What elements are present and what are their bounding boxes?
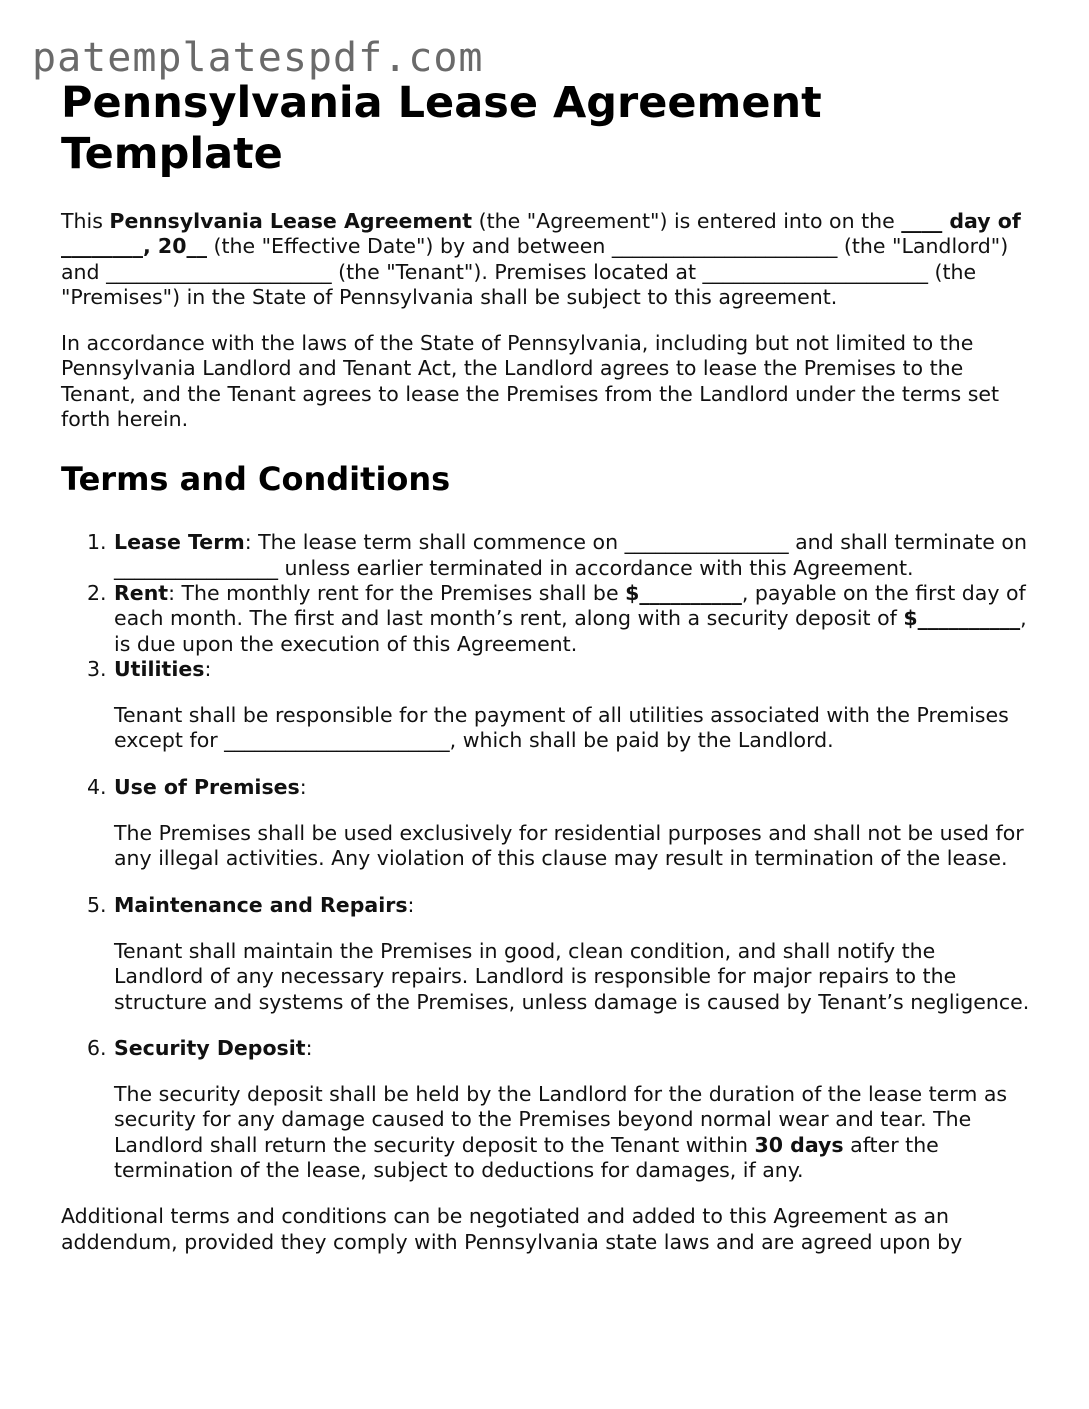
item-body: The Premises shall be used exclusively for residential purposes and shall not be used for any illegal activities. Any violation of this clause may result in termination of the lease. bbox=[114, 821, 1024, 871]
item-title: Rent bbox=[114, 580, 169, 605]
list-number: 2. bbox=[87, 580, 107, 605]
item-title: Maintenance and Repairs bbox=[114, 892, 408, 917]
item-colon: : bbox=[204, 656, 212, 681]
terms-list bbox=[61, 530, 1031, 1183]
list-number: 5. bbox=[87, 892, 107, 917]
list-number: 3. bbox=[87, 656, 107, 681]
item-body: Tenant shall be responsible for the payment of all utilities associated with the Premises except for ______________________, which shall be paid by the Landlord. bbox=[114, 703, 1009, 753]
document-page bbox=[61, 78, 1031, 1255]
intro-text-2: (the "Agreement") is entered into on the bbox=[472, 209, 902, 233]
accordance-paragraph: In accordance with the laws of the State of Pennsylvania, including but not limited to the Pennsylvania Landlord and Tenant Act, the Landlord agrees to lease the Premises to the Tenant, and the Tenant agrees to lease the Premises from the Landlord under the terms set forth herein. bbox=[61, 331, 1000, 432]
list-item-maintenance bbox=[61, 893, 1031, 1015]
list-number: 6. bbox=[87, 1035, 107, 1060]
list-item-utilities bbox=[61, 657, 1031, 754]
item-title: Security Deposit bbox=[114, 1035, 306, 1060]
item-text-2: , payable on the first day of each month. The first and last month’s rent, along with a security deposit of bbox=[114, 580, 1026, 631]
item-text-3: , is due upon the execution of this Agreement. bbox=[114, 606, 1027, 656]
list-item-use-of-premises bbox=[61, 775, 1031, 872]
intro-bold-1: Pennsylvania Lease Agreement bbox=[109, 209, 473, 233]
item-bold-1: $__________ bbox=[625, 580, 742, 605]
item-bold-1: 30 days bbox=[754, 1132, 844, 1157]
intro-bold-2: ____ day of ________, 20__ bbox=[61, 209, 1021, 259]
item-text: : The lease term shall commence on ________________ and shall terminate on ________________ unless earlier terminated in accordance with this Agreement. bbox=[114, 530, 1027, 580]
list-number: 1. bbox=[87, 530, 107, 555]
item-bold-2: $__________ bbox=[903, 606, 1021, 631]
item-body: Tenant shall maintain the Premises in good, clean condition, and shall notify the Landlord of any necessary repairs. Landlord is responsible for major repairs to the structure and systems of the Premises, unless damage is caused by Tenant’s negligence. bbox=[114, 938, 1030, 1014]
page-title: Pennsylvania Lease Agreement Template bbox=[61, 78, 822, 179]
item-text-1: : The monthly rent for the Premises shall be bbox=[168, 580, 626, 605]
terms-heading: Terms and Conditions bbox=[61, 460, 451, 499]
intro-text-1: This bbox=[61, 209, 110, 233]
list-item-security-deposit bbox=[61, 1036, 1031, 1183]
list-item-rent bbox=[61, 581, 1031, 657]
watermark: patemplatespdf.com bbox=[32, 35, 484, 81]
list-number: 4. bbox=[87, 774, 107, 799]
item-title: Use of Premises bbox=[114, 774, 300, 799]
item-text-2: after the termination of the lease, subject to deductions for damages, if any. bbox=[114, 1132, 939, 1183]
item-title: Lease Term bbox=[114, 530, 245, 555]
item-body bbox=[114, 1082, 1031, 1183]
intro-paragraph bbox=[61, 209, 1031, 310]
item-colon: : bbox=[299, 774, 307, 799]
item-colon: : bbox=[407, 892, 415, 917]
item-text-1: The security deposit shall be held by the Landlord for the duration of the lease term as security for any damage caused to the Premises beyond normal wear and tear. The Landlord shall return the security deposit to the Tenant within bbox=[114, 1082, 1008, 1157]
additional-paragraph: Additional terms and conditions can be negotiated and added to this Agreement as an addendum, provided they comply with Pennsylvania state laws and are agreed upon by bbox=[61, 1204, 963, 1254]
item-title: Utilities bbox=[114, 656, 205, 681]
intro-text-3: (the "Effective Date") by and between ______________________ (the "Landlord") and ______________________ (the "Tenant"). Premises located at ______________________ (the "Premises") in the State of Pennsylvania shall be subject to this agreement. bbox=[61, 234, 1009, 309]
list-item-lease-term bbox=[61, 530, 1031, 581]
item-colon: : bbox=[305, 1035, 313, 1060]
